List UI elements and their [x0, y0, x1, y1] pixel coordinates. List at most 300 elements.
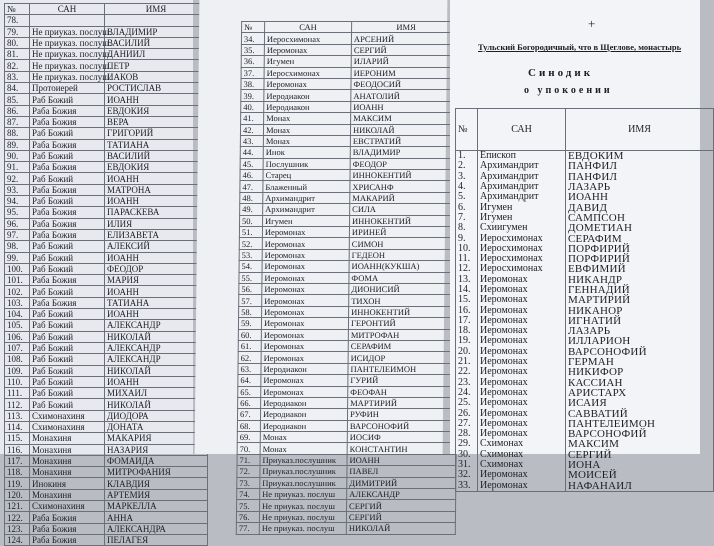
row-name: АЛЕКСАНДР: [105, 354, 208, 365]
table-row: [456, 295, 714, 305]
row-name: ТАТИАНА: [105, 139, 208, 150]
table-row: [5, 26, 208, 37]
row-name: ИЕРОНИМ: [351, 67, 460, 78]
row-rank: Игумен: [478, 202, 566, 212]
row-number: 26.: [456, 408, 478, 418]
row-number: 52.: [239, 238, 262, 249]
row-number: 93.: [5, 184, 30, 195]
table-row: [5, 196, 208, 207]
row-name: ГЕДЕОН: [349, 249, 458, 260]
row-number: 107.: [5, 342, 30, 353]
header-name: ИМЯ: [352, 22, 461, 33]
row-rank: Раб Божий: [30, 320, 105, 331]
table-row: [5, 489, 208, 500]
row-number: 39.: [241, 90, 264, 101]
table-row: [5, 365, 208, 376]
row-name: ПОРФИРИЙ: [566, 244, 714, 254]
row-rank: Иеромонах: [262, 295, 349, 306]
row-name: ИРИНЕЙ: [349, 227, 458, 238]
row-name: ДОНАТА: [105, 421, 208, 432]
row-rank: Схимонах: [478, 450, 566, 460]
row-rank: Монахиня: [30, 444, 105, 455]
row-number: 51.: [239, 227, 262, 238]
row-name: ФОМА: [349, 272, 458, 283]
row-number: 46.: [240, 170, 263, 181]
table-row: [237, 454, 456, 465]
row-name: САВВАТИЙ: [566, 408, 714, 418]
row-rank: Не приуказ. послуш.: [30, 49, 105, 60]
row-rank: Архимандрит: [478, 161, 566, 171]
row-number: 61.: [238, 340, 261, 351]
row-number: 84.: [5, 83, 30, 94]
row-number: 86.: [5, 105, 30, 116]
row-name: ИОАНН: [566, 192, 714, 202]
table-row: [239, 227, 458, 238]
row-name: АННА: [105, 512, 208, 523]
row-name: ИГНАТИЙ: [566, 316, 714, 326]
row-rank: Иеромонах: [478, 347, 566, 357]
row-rank: Раба Божия: [30, 534, 105, 545]
row-number: 123.: [5, 523, 30, 534]
row-number: 35.: [241, 44, 264, 55]
row-number: 40.: [241, 101, 264, 112]
row-name: АРТЕМИЯ: [105, 489, 208, 500]
row-rank: Епископ: [478, 151, 566, 162]
row-rank: Иеросхимонах: [478, 264, 566, 274]
row-name: АЛЕКСИЙ: [105, 241, 208, 252]
row-rank: Раба Божия: [30, 512, 105, 523]
row-number: 89.: [5, 139, 30, 150]
row-number: 114.: [5, 421, 30, 432]
row-rank: Монах: [263, 124, 350, 135]
table-row: [456, 192, 714, 202]
table-row: [5, 83, 208, 94]
row-name: МАРТИРИЙ: [348, 397, 457, 408]
row-number: 111.: [5, 388, 30, 399]
table-row: [5, 275, 208, 286]
row-number: 60.: [238, 329, 261, 340]
row-name: СИЛА: [350, 204, 459, 215]
row-rank: Не приуказ. послуш: [260, 489, 347, 500]
cross-icon: +: [588, 16, 596, 31]
table-row: [5, 94, 208, 105]
row-number: 7.: [456, 213, 478, 223]
row-name: ЕЛИЗАВЕТА: [105, 229, 208, 240]
row-name: ПАНТЕЛЕИМОН: [348, 363, 457, 374]
row-rank: Иеромонах: [478, 408, 566, 418]
row-name: НИКАНОР: [566, 305, 714, 315]
row-rank: Иеромонах: [261, 352, 348, 363]
row-number: 77.: [236, 523, 259, 534]
row-number: 65.: [238, 386, 261, 397]
table-row: [5, 241, 208, 252]
row-name: АЛЕКСАНДРА: [105, 523, 208, 534]
row-rank: Раба Божия: [30, 162, 105, 173]
row-name: ИОАНН: [105, 309, 208, 320]
row-number: 108.: [5, 354, 30, 365]
row-rank: Иеромонах: [478, 336, 566, 346]
row-rank: Раба Божия: [30, 297, 105, 308]
row-number: 47.: [240, 181, 263, 192]
row-number: 75.: [237, 500, 260, 511]
row-name: МАТРОНА: [105, 184, 208, 195]
table-row: [240, 135, 459, 146]
row-number: 6.: [456, 202, 478, 212]
row-rank: Иеромонах: [478, 367, 566, 377]
row-rank: Раб Божий: [30, 309, 105, 320]
table-row: [5, 286, 208, 297]
row-name: АЛЕКСАНДР: [105, 320, 208, 331]
row-number: 48.: [240, 192, 263, 203]
table-row: [241, 90, 460, 101]
row-name: САМПСОН: [566, 213, 714, 223]
right-page-table: [455, 108, 714, 492]
row-rank: Иеромонах: [478, 481, 566, 492]
table-row: [241, 67, 460, 78]
row-rank: Иеромонах: [262, 238, 349, 249]
row-number: 21.: [456, 357, 478, 367]
row-rank: Раба Божия: [30, 523, 105, 534]
row-name: ФЕОДОР: [105, 263, 208, 274]
row-number: 12.: [456, 264, 478, 274]
row-name: ПЕЛАГЕЯ: [105, 534, 208, 545]
row-rank: Раба Божия: [30, 116, 105, 127]
row-rank: Протоиерей: [30, 83, 105, 94]
table-row: [5, 388, 208, 399]
header-rank: САН: [265, 22, 352, 33]
table-row: [5, 421, 208, 432]
row-number: 102.: [5, 286, 30, 297]
table-row: [5, 320, 208, 331]
row-name: ВЛАДИМИР: [350, 147, 459, 158]
row-name: ВАРСОНОФИЙ: [347, 420, 456, 431]
row-number: 95.: [5, 207, 30, 218]
row-name: НИКОЛАЙ: [105, 331, 208, 342]
row-name: АЛЕКСАНДР: [347, 489, 456, 500]
table-row: [456, 481, 714, 492]
row-number: 119.: [5, 478, 30, 489]
row-name: НИКОЛАЙ: [346, 523, 455, 534]
row-rank: Монах: [264, 113, 351, 124]
row-number: 20.: [456, 347, 478, 357]
table-row: [5, 501, 208, 512]
row-number: 57.: [239, 295, 262, 306]
row-name: ПАВЕЛ: [347, 466, 456, 477]
row-number: 13.: [456, 275, 478, 285]
row-name: ДИОДОРА: [105, 410, 208, 421]
row-number: 36.: [241, 56, 264, 67]
table-row: [5, 263, 208, 274]
row-name: ГЕННАДИЙ: [566, 285, 714, 295]
row-name: СЕРГИЙ: [347, 500, 456, 511]
row-rank: Инок: [263, 147, 350, 158]
row-number: 118.: [5, 467, 30, 478]
row-rank: Раб Божий: [30, 376, 105, 387]
table-row: [239, 238, 458, 249]
table-row: [238, 340, 457, 351]
row-name: ИСАИЯ: [566, 398, 714, 408]
row-number: 116.: [5, 444, 30, 455]
table-row: [5, 15, 208, 26]
table-row: [5, 150, 208, 161]
row-number: 29.: [456, 439, 478, 449]
row-name: ИОАНН: [105, 173, 208, 184]
row-number: 73.: [237, 477, 260, 488]
row-name: МАКАРИЙ: [350, 192, 459, 203]
row-number: 49.: [240, 204, 263, 215]
row-rank: Иеромонах: [478, 388, 566, 398]
row-rank: Инокиня: [30, 478, 105, 489]
monastery-name: Тульский Богородичный, что в Щеглове, монастырь: [478, 42, 682, 52]
row-rank: Раба Божия: [30, 105, 105, 116]
row-name: МАКАРИЯ: [105, 433, 208, 444]
table-row: [239, 295, 458, 306]
row-rank: Раб Божий: [30, 150, 105, 161]
row-name: ИОАНН: [105, 252, 208, 263]
row-rank: Игумен: [263, 215, 350, 226]
row-rank: Блаженный: [263, 181, 350, 192]
row-number: 2.: [456, 161, 478, 171]
row-name: ПАНФИЛ: [566, 172, 714, 182]
row-rank: Раб Божий: [30, 331, 105, 342]
row-name: ЛАЗАРЬ: [566, 326, 714, 336]
row-rank: Монахиня: [30, 455, 105, 466]
row-rank: Раб Божий: [30, 196, 105, 207]
row-rank: Иеромонах: [478, 295, 566, 305]
row-rank: Раб Божий: [30, 388, 105, 399]
table-row: [456, 367, 714, 377]
table-row: [5, 354, 208, 365]
row-rank: Иеросхимонах: [478, 244, 566, 254]
table-row: [5, 399, 208, 410]
table-row: [237, 432, 456, 443]
table-row: [239, 249, 458, 260]
row-name: ИОАНН: [351, 101, 460, 112]
table-row: [236, 523, 455, 534]
left-page-rows: [5, 15, 208, 546]
table-row: [5, 467, 208, 478]
row-name: ЕВДОКИЯ: [105, 162, 208, 173]
table-row: [5, 455, 208, 466]
table-header-row: [5, 4, 208, 15]
table-row: [5, 184, 208, 195]
table-row: [456, 398, 714, 408]
row-name: КОНСТАНТИН: [347, 443, 456, 454]
table-row: [5, 309, 208, 320]
header-num: №: [242, 22, 265, 33]
table-row: [5, 376, 208, 387]
row-name: ИОАНН: [105, 94, 208, 105]
row-number: 41.: [241, 113, 264, 124]
row-rank: Иеромонах: [478, 470, 566, 480]
row-name: СЕРАФИМ: [566, 233, 714, 243]
row-rank: Схимонахиня: [30, 421, 105, 432]
row-rank: Монахиня: [30, 433, 105, 444]
row-rank: Иеромонах: [478, 357, 566, 367]
row-number: 45.: [240, 158, 263, 169]
row-name: НИКИФОР: [566, 367, 714, 377]
middle-page-rows: [236, 33, 460, 534]
row-rank: Раба Божия: [30, 207, 105, 218]
row-number: 9.: [456, 233, 478, 243]
row-rank: Архимандрит: [478, 172, 566, 182]
row-name: ИОАНН: [105, 196, 208, 207]
row-name: МИХАИЛ: [105, 388, 208, 399]
row-number: 28.: [456, 429, 478, 439]
table-row: [241, 33, 460, 44]
table-row: [5, 342, 208, 353]
table-row: [237, 477, 456, 488]
left-page: [0, 0, 193, 546]
row-number: 91.: [5, 162, 30, 173]
row-number: 64.: [238, 375, 261, 386]
row-rank: Приуказ.послушник: [260, 466, 347, 477]
table-row: [5, 331, 208, 342]
table-row: [456, 470, 714, 480]
row-number: 38.: [241, 78, 264, 89]
row-name: ИННОКЕНТИЙ: [350, 215, 459, 226]
table-row: [240, 204, 459, 215]
row-name: ФОМАИДА: [105, 455, 208, 466]
row-number: 15.: [456, 295, 478, 305]
row-rank: Раб Божий: [30, 128, 105, 139]
row-name: [105, 15, 208, 26]
row-name: ИОАНН: [105, 286, 208, 297]
row-name: ГЕРМАН: [566, 357, 714, 367]
row-number: 82.: [5, 60, 30, 71]
row-number: 5.: [456, 192, 478, 202]
header-num: №: [5, 4, 30, 15]
row-number: 88.: [5, 128, 30, 139]
table-row: [241, 113, 460, 124]
row-name: СЕРГИЙ: [566, 450, 714, 460]
table-row: [456, 223, 714, 233]
row-rank: Приуказ.послушник: [260, 454, 347, 465]
table-row: [5, 49, 208, 60]
row-name: НИКАНДР: [566, 275, 714, 285]
row-name: ГЕРОНТИЙ: [348, 318, 457, 329]
row-number: 117.: [5, 455, 30, 466]
row-number: 81.: [5, 49, 30, 60]
table-row: [240, 170, 459, 181]
row-name: ЕВДОКИЯ: [105, 105, 208, 116]
row-number: 99.: [5, 252, 30, 263]
row-name: ИОАНН(КУКША): [349, 261, 458, 272]
row-number: 68.: [237, 420, 260, 431]
row-number: 58.: [239, 306, 262, 317]
table-row: [5, 444, 208, 455]
table-row: [5, 173, 208, 184]
row-name: ИОАНН: [105, 376, 208, 387]
row-number: 110.: [5, 376, 30, 387]
row-name: МАКСИМ: [351, 113, 460, 124]
row-name: ФЕОДОР: [350, 158, 459, 169]
row-number: 31.: [456, 460, 478, 470]
row-rank: Иеросхимонах: [264, 67, 351, 78]
row-rank: Старец: [263, 170, 350, 181]
row-number: 23.: [456, 378, 478, 388]
row-name: ВАСИЛИЙ: [105, 37, 208, 48]
row-name: МИТРОФАН: [348, 329, 457, 340]
table-row: [239, 261, 458, 272]
table-row: [237, 420, 456, 431]
row-number: 69.: [237, 432, 260, 443]
row-number: 101.: [5, 275, 30, 286]
header-num: №: [456, 109, 478, 151]
synodik-subtitle: о упокоении: [524, 85, 613, 96]
row-rank: Раб Божий: [30, 94, 105, 105]
table-row: [5, 229, 208, 240]
row-name: ТИХОН: [349, 295, 458, 306]
row-rank: Иеросхимонах: [478, 233, 566, 243]
table-row: [240, 147, 459, 158]
table-row: [5, 478, 208, 489]
row-name: ДОМЕТИАН: [566, 223, 714, 233]
row-number: 97.: [5, 229, 30, 240]
row-number: 83.: [5, 71, 30, 82]
row-name: МОИСЕЙ: [566, 470, 714, 480]
row-rank: Не приуказ. послуш.: [30, 37, 105, 48]
row-rank: Монахиня: [30, 467, 105, 478]
row-rank: Монахиня: [30, 489, 105, 500]
row-rank: Иеромонах: [262, 227, 349, 238]
row-number: 56.: [239, 283, 262, 294]
row-rank: Иеросхимонах: [264, 33, 351, 44]
row-name: АРИСТАРХ: [566, 388, 714, 398]
row-rank: Монах: [263, 135, 350, 146]
table-row: [5, 297, 208, 308]
row-rank: Раб Божий: [30, 354, 105, 365]
row-number: 74.: [237, 489, 260, 500]
row-rank: Иеромонах: [478, 378, 566, 388]
row-rank: Иеромонах: [478, 316, 566, 326]
row-number: 43.: [240, 135, 263, 146]
table-row: [5, 128, 208, 139]
row-rank: Раб Божий: [30, 342, 105, 353]
row-rank: Иеромонах: [262, 283, 349, 294]
row-number: 72.: [237, 466, 260, 477]
row-number: 3.: [456, 172, 478, 182]
row-number: 103.: [5, 297, 30, 308]
table-row: [241, 78, 460, 89]
row-number: 8.: [456, 223, 478, 233]
row-rank: Раба Божия: [30, 275, 105, 286]
row-number: 96.: [5, 218, 30, 229]
row-name: ПЕТР: [105, 60, 208, 71]
table-row: [241, 56, 460, 67]
row-rank: Раба Божия: [30, 229, 105, 240]
row-number: 55.: [239, 272, 262, 283]
row-rank: Иеромонах: [478, 285, 566, 295]
row-number: 1.: [456, 151, 478, 162]
row-number: 42.: [240, 124, 263, 135]
row-name: НАФАНАИЛ: [566, 481, 714, 492]
table-row: [237, 500, 456, 511]
row-name: ФЕОФАН: [348, 386, 457, 397]
row-rank: Раба Божия: [30, 139, 105, 150]
table-row: [240, 215, 459, 226]
table-row: [238, 318, 457, 329]
row-rank: Иеросхимонах: [478, 254, 566, 264]
table-row: [241, 101, 460, 112]
table-row: [5, 410, 208, 421]
middle-page-table: [236, 21, 461, 535]
row-rank: Иеродиакон: [261, 397, 348, 408]
row-number: 92.: [5, 173, 30, 184]
row-name: ИЛИЯ: [105, 218, 208, 229]
row-name: МАРИЯ: [105, 275, 208, 286]
row-number: 87.: [5, 116, 30, 127]
